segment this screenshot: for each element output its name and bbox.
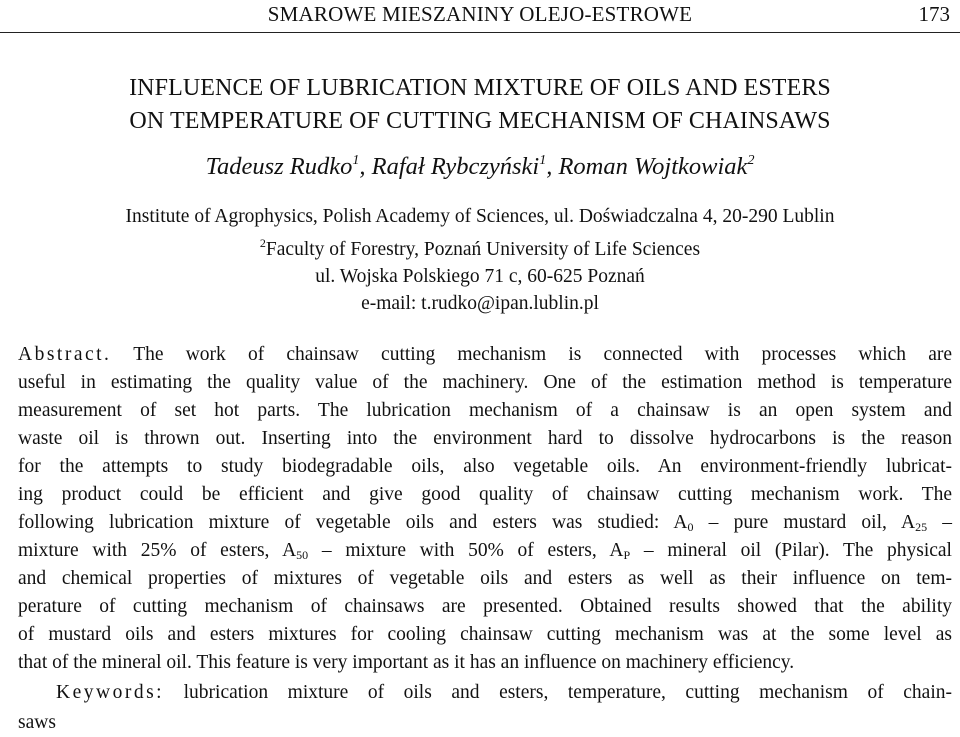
paper-title <box>0 72 960 138</box>
abstract-line: and chemical properties of mixtures of vegetable oils and esters as well as their influence on tem- <box>18 568 952 589</box>
abstract-line: following lubrication mixture of vegetable oils and esters was studied: $A_0$ – pure mustard oil, $A_{25}$ – <box>18 512 952 534</box>
keywords-continuation: saws <box>18 712 56 733</box>
page-number: 173 <box>918 2 950 26</box>
author-affiliation-marker: 1 <box>352 153 360 168</box>
author-name: Tadeusz Rudko <box>205 153 353 180</box>
keywords-label: Keywords: <box>56 682 165 703</box>
author-name: Rafał Rybczyński <box>371 153 540 180</box>
abstract-line: that of the mineral oil. This feature is very important as it has an influence on machinery efficiency. <box>18 652 795 673</box>
running-title: SMAROWE MIESZANINY OLEJO-ESTROWE <box>267 2 693 26</box>
subscript: P <box>623 548 631 562</box>
subscript: 25 <box>915 520 928 534</box>
contact-email: e-mail: t.rudko@ipan.lublin.pl <box>361 293 599 314</box>
abstract-line: waste oil is thrown out. Inserting into the environment hard to dissolve hydrocarbons is the reason <box>18 428 952 449</box>
abstract-line: ing product could be efficient and give good quality of chainsaw cutting mechanism work. The <box>18 484 952 505</box>
affiliation-line-1: Institute of Agrophysics, Polish Academy of Sciences, ul. Doświadczalna 4, 20-290 Lublin <box>125 206 835 227</box>
author-name: Roman Wojtkowiak <box>558 153 748 180</box>
author-separator: , <box>359 153 372 180</box>
author-list <box>0 153 960 181</box>
author-affiliation-marker: 1 <box>539 153 547 168</box>
abstract-line: mixture with 25% of esters, $A_{50}$ – mixture with 50% of esters, $A_P$ – mineral oil (Pilar). The physical <box>18 540 952 562</box>
abstract-line: Abstract. The work of chainsaw cutting mechanism is connected with processes which are <box>18 344 952 365</box>
abstract-line: measurement of set hot parts. The lubrication mechanism of a chainsaw is an open system and <box>18 400 952 421</box>
title-line-2: ON TEMPERATURE OF CUTTING MECHANISM OF CHAINSAWS <box>129 108 831 134</box>
affiliation-line-2: $^2$Faculty of Forestry, Poznań University of Life Sciences <box>259 236 701 260</box>
affiliations <box>0 203 960 317</box>
abstract <box>18 341 952 737</box>
author-separator: , <box>546 153 559 180</box>
abstract-line: for the attempts to study biodegradable oils, also vegetable oils. An environment-friendly lubricat- <box>18 456 952 477</box>
abstract-label: Abstract. <box>18 344 112 365</box>
subscript: 50 <box>296 548 309 562</box>
author-affiliation-marker: 2 <box>747 153 755 168</box>
keywords: Keywords: lubrication mixture of oils and esters, temperature, cutting mechanism of chain- <box>56 682 952 703</box>
affiliation-address: ul. Wojska Polskiego 71 c, 60-625 Poznań <box>315 266 645 287</box>
title-line-1: INFLUENCE OF LUBRICATION MIXTURE OF OILS AND ESTERS <box>129 75 831 101</box>
abstract-line: useful in estimating the quality value of the machinery. One of the estimation method is temperature <box>18 372 952 393</box>
running-header <box>0 0 960 33</box>
abstract-line: of mustard oils and esters mixtures for cooling chainsaw cutting mechanism was at the some level as <box>18 624 952 645</box>
affiliation-marker: 2 <box>259 236 266 250</box>
subscript: 0 <box>687 520 694 534</box>
abstract-line: perature of cutting mechanism of chainsaws are presented. Obtained results showed that the ability <box>18 596 952 617</box>
